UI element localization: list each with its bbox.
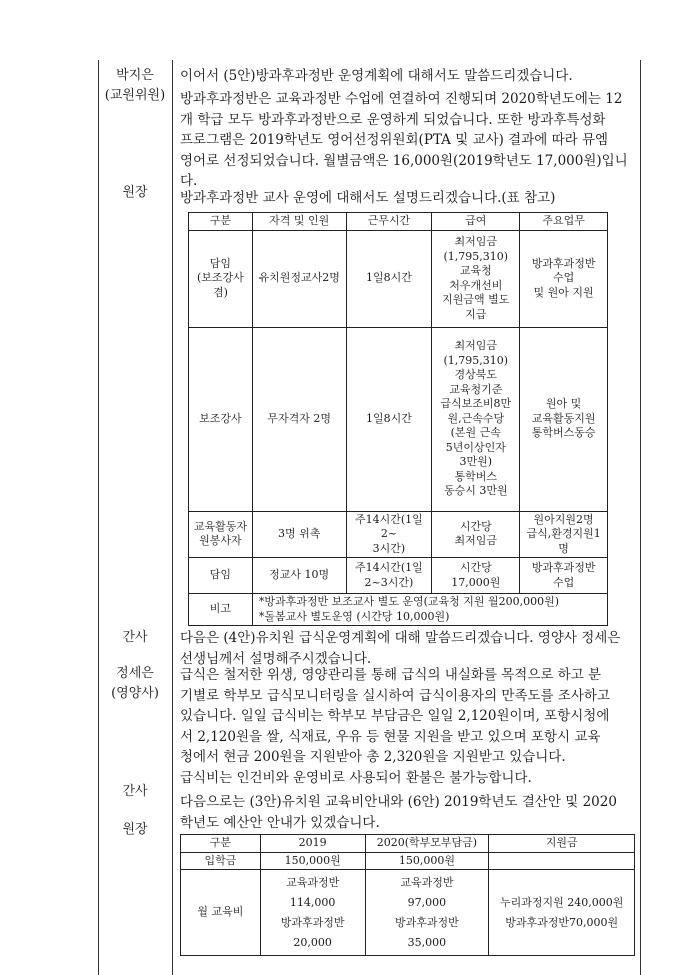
duty-cell [520, 327, 608, 511]
text-line: 기별로 학부모 급식모니터링을 실시하여 급식이용자의 만족도를 조사하고 [180, 687, 611, 704]
paragraph-4 [180, 628, 632, 669]
text-line: 급식은 철저한 위생, 영양관리를 통해 급식의 내실화를 목적으로 하고 분 [180, 667, 602, 683]
paragraph-1 [180, 66, 632, 87]
text-line: 다음으로는 (3안)유치원 교육비안내와 (6안) 2019학년도 결산안 및 2020 [180, 794, 617, 810]
text-line: 있습니다. 일일 급식비는 학부모 부담금은 일일 2,120원이며, 포항시청에 [180, 708, 610, 724]
speaker-name: 간사 [122, 630, 148, 645]
speaker-secretary-2 [98, 782, 172, 802]
header-2020: 2020(학부모부담금) [365, 835, 489, 853]
paragraph-3 [180, 188, 632, 209]
table-row [189, 558, 608, 594]
text-line: 방과후과정반은 교육과정반 수업에 연결하여 진행되며 2020학년도에는 12 [180, 91, 623, 107]
cell-text: (보조강사 [197, 271, 244, 285]
duty-cell [520, 230, 608, 327]
speaker-park [98, 66, 172, 106]
speaker-name: 원장 [122, 822, 148, 837]
cell-text: 원아지원2명 [533, 512, 594, 526]
table-row [181, 852, 635, 870]
speaker-role: (교원위원) [104, 88, 166, 103]
cell-text: (1,795,310) [443, 249, 509, 263]
cell-text: 교육과정반 [286, 875, 340, 889]
monthly-fee-2019 [260, 870, 365, 956]
cell-text: 20,000 [293, 935, 332, 949]
hours-cell [346, 558, 432, 594]
cell-text: 교육청기준 [449, 382, 503, 396]
cell-text: 주14시간(1일 [355, 561, 423, 574]
text-line: 선생님께서 설명해주시겠습니다. [180, 650, 372, 667]
cell-text: 수업 [552, 575, 575, 589]
paragraph-5 [180, 665, 632, 788]
speaker-director-1 [98, 183, 172, 203]
category-cell [189, 511, 253, 558]
cell-text: 명 [558, 541, 569, 555]
category-cell: 담임 [189, 558, 253, 594]
speaker-jeong [98, 664, 172, 704]
entry-fee-2019: 150,000원 [260, 852, 365, 870]
note-label-cell: 비고 [189, 594, 253, 626]
right-border [640, 60, 641, 975]
duty-cell [520, 511, 608, 558]
cell-text: *돌봄교사 별도운영 (시간당 10,000원) [258, 609, 450, 623]
text-line: 급식비는 인건비와 운영비로 사용되어 환불은 불가능합니다. [180, 769, 532, 786]
qualification-cell: 유치원정교사2명 [252, 230, 346, 327]
monthly-fee-2020 [365, 870, 489, 956]
cell-text: 교육청 [459, 264, 492, 277]
text-line: 다. [180, 173, 198, 189]
cell-text: 지급 [465, 307, 487, 321]
cell-text: 급식보조비8만 [440, 397, 512, 411]
cell-text: 5년이상인자 [445, 440, 506, 454]
text-line: 영어로 선정되었습니다. 월별금액은 16,000원(2019학년도 17,000원)입니 [180, 152, 628, 169]
staff-table-header [189, 213, 608, 231]
cell-text: 방과후과정반 [531, 561, 596, 574]
pay-cell [432, 230, 520, 327]
text-line: 프로그램은 2019학년도 영어선정위원회(PTA 및 교사) 결과에 따라 뮤엠 [180, 132, 609, 148]
cell-text: 통학버스 [454, 469, 498, 483]
cell-text: 통학버스동승 [531, 426, 596, 440]
cell-text: 동승시 3만원 [443, 484, 508, 498]
qualification-cell: 3명 위촉 [252, 511, 346, 558]
hours-cell: 1일8시간 [346, 230, 432, 327]
cell-text: *방과후과정반 보조교사 별도 운영(교육청 지원 월200,000원) [258, 595, 560, 608]
cell-text: 누리과정지원 240,000원 [499, 895, 624, 909]
pay-cell [432, 327, 520, 511]
duty-cell [520, 558, 608, 594]
speaker-name: 정세은 [116, 666, 154, 681]
cell-text: 담임 [209, 256, 232, 270]
qualification-cell: 무자격자 2명 [252, 327, 346, 511]
header-pay: 급여 [432, 213, 520, 231]
table-row [189, 230, 608, 327]
cell-text: 경상북도 [454, 368, 498, 382]
cell-text: 35,000 [407, 935, 447, 949]
pay-cell [432, 558, 520, 594]
header-hours: 근무시간 [346, 213, 432, 231]
speaker-role: (영양사) [111, 686, 159, 701]
staff-table [188, 212, 608, 626]
cell-text: 방과후과정반 [395, 915, 459, 929]
cell-text: 지원금액 별도 [442, 293, 510, 306]
paragraph-2 [180, 89, 632, 192]
cell-text: 3만원) [459, 455, 493, 469]
note-cell [252, 594, 607, 626]
text-line: 이어서 (5안)방과후과정반 운영계획에 대해서도 말씀드리겠습니다. [180, 68, 573, 84]
hours-cell: 1일8시간 [346, 327, 432, 511]
cell-text: 방과후과정반 [280, 915, 345, 929]
cell-text: 시간당 [459, 561, 492, 574]
cell-text: 교육과정반 [400, 875, 454, 889]
cell-text: 시간당 [459, 519, 492, 533]
table-row [189, 511, 608, 558]
fee-table [180, 834, 635, 956]
table-row [181, 870, 635, 956]
header-category: 구분 [181, 835, 261, 853]
cell-text: 2~3시간) [364, 575, 414, 589]
cell-text: 겸) [212, 285, 228, 299]
header-support: 지원금 [489, 835, 635, 853]
header-category: 구분 [189, 213, 253, 231]
pay-cell [432, 511, 520, 558]
hours-cell [346, 511, 432, 558]
speaker-name: 간사 [122, 784, 148, 799]
cell-text: 최저임금 [454, 339, 498, 353]
category-cell [189, 230, 253, 327]
speaker-director-2 [98, 820, 172, 840]
cell-text: 원아 및 [545, 397, 582, 411]
cell-text: (본원 근속 [450, 426, 501, 440]
cell-text: 및 원아 지원 [533, 285, 594, 299]
cell-text: 처우개선비 [449, 278, 503, 292]
paragraph-6 [180, 792, 632, 833]
text-line: 학년도 예산안 안내가 있겠습니다. [180, 814, 380, 831]
cell-text: (1,795,310) [443, 353, 509, 367]
entry-fee-label: 입학금 [181, 852, 261, 870]
qualification-cell: 정교사 10명 [252, 558, 346, 594]
header-qualification: 자격 및 인원 [252, 213, 346, 231]
table-row [189, 594, 608, 626]
cell-text: 방과후과정반 [531, 256, 596, 270]
header-2019: 2019 [260, 835, 365, 853]
cell-text: 교육활동지원 [531, 411, 596, 425]
text-line: 서 2,120원을 쌀, 식재료, 우유 등 현물 지원을 받고 있으며 포항시 교육 [180, 728, 601, 745]
cell-text: 수업 [552, 271, 575, 285]
cell-text: 원봉사자 [199, 534, 242, 548]
cell-text: 교육활동자 [193, 519, 247, 533]
cell-text: 급식,환경지원1 [526, 527, 601, 540]
speaker-name: 원장 [122, 185, 148, 200]
cell-text: 주14시간(1일2~ [355, 512, 423, 540]
monthly-fee-support [489, 870, 635, 956]
fee-table-header [181, 835, 635, 853]
category-cell: 보조강사 [189, 327, 253, 511]
cell-text: 최저임금 [454, 235, 498, 248]
speaker-divider [172, 60, 173, 975]
entry-fee-2020: 150,000원 [365, 852, 489, 870]
text-line: 다음은 (4안)유치원 급식운영계획에 대해 말씀드리겠습니다. 영양사 정세은 [180, 630, 621, 646]
cell-text: 원,근속수당 [447, 411, 505, 425]
speaker-secretary-1 [98, 628, 172, 648]
table-row [189, 327, 608, 511]
cell-text: 최저임금 [454, 534, 498, 548]
cell-text: 17,000원 [451, 575, 501, 589]
header-duty: 주요업무 [520, 213, 608, 231]
cell-text: 114,000 [289, 895, 336, 909]
speaker-name: 박지은 [116, 68, 154, 83]
monthly-fee-label: 월 교육비 [181, 870, 261, 956]
cell-text: 3시간) [372, 541, 406, 555]
entry-fee-support [489, 852, 635, 870]
cell-text: 97,000 [407, 895, 447, 909]
text-line: 방과후과정반 교사 운영에 대해서도 설명드리겠습니다.(표 참고) [180, 190, 556, 206]
cell-text: 방과후과정반70,000원 [505, 915, 619, 929]
text-line: 청에서 현금 200원을 지원받아 총 2,320원을 지원받고 있습니다. [180, 749, 566, 765]
text-line: 개 학급 모두 방과후과정반으로 운영하게 되었습니다. 또한 방과후특성화 [180, 111, 606, 128]
